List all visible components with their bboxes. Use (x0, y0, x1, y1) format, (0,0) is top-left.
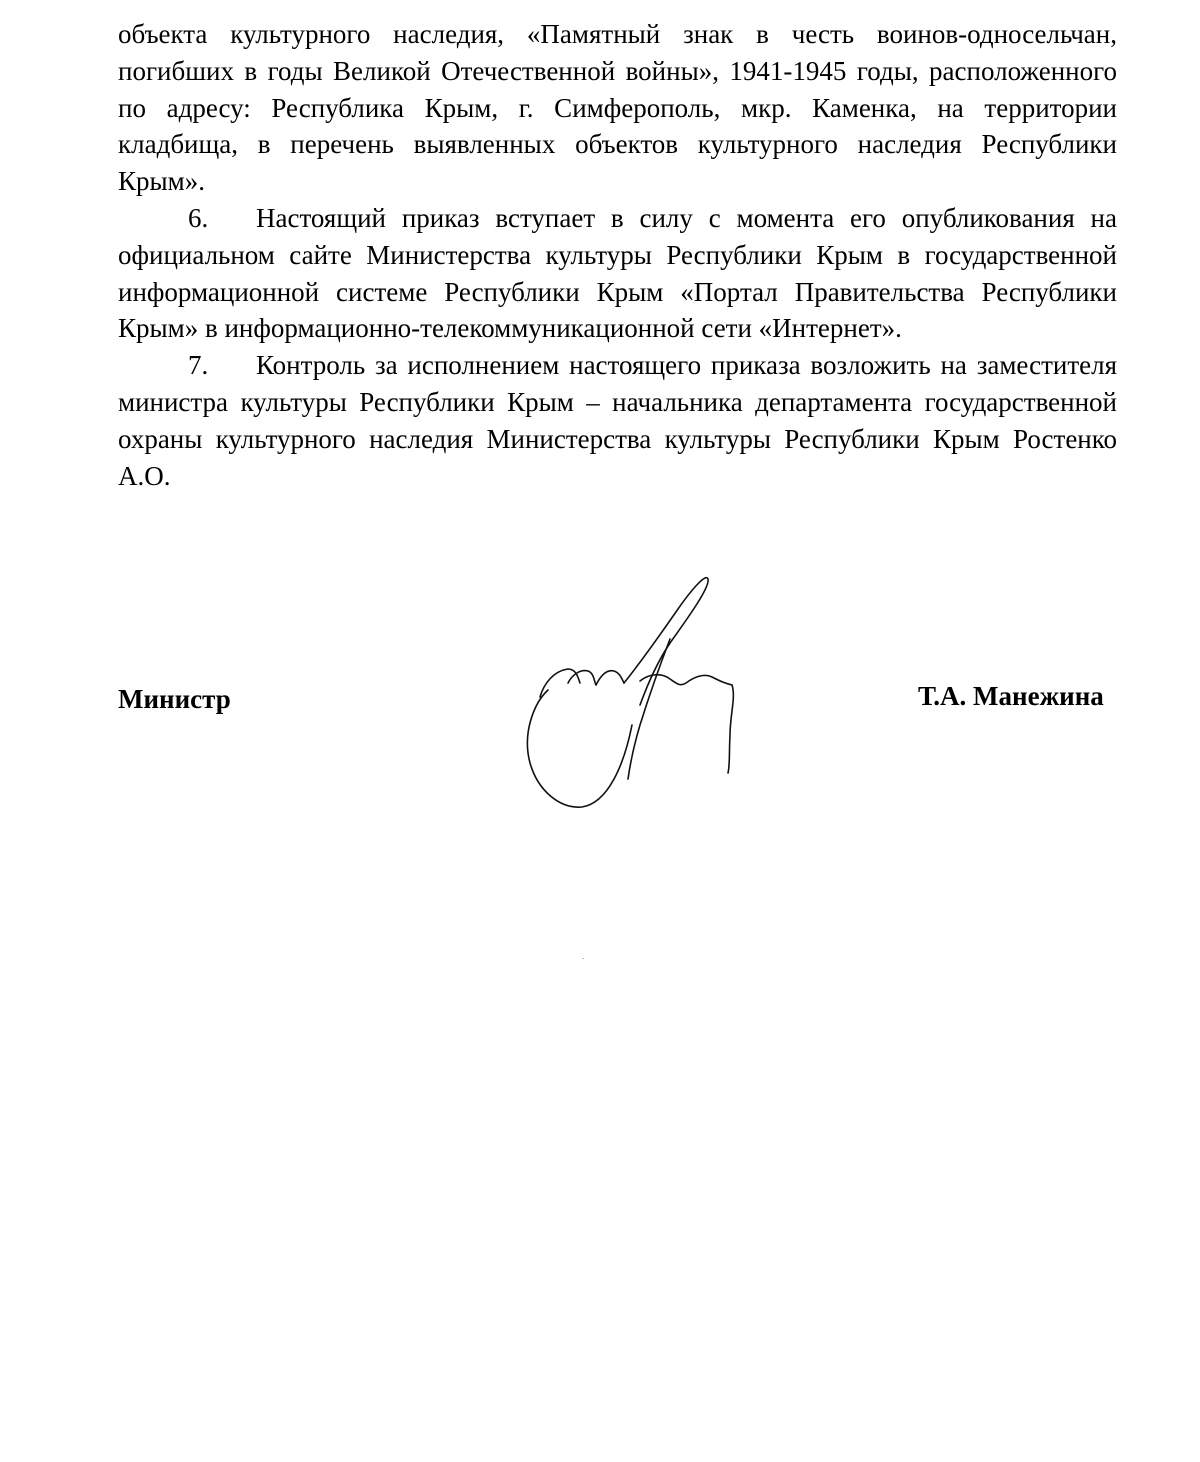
paragraph-6 (118, 200, 1117, 347)
paragraph-text: Контроль за исполнением настоящего приказа возложить на заместителя министра культуры Республики Крым – начальника департамента государственной охраны культурного наследия Министерства культуры Республики Крым Ростенко А.О. (118, 350, 1117, 491)
paragraph-number: 7. (188, 350, 209, 381)
paragraph-text: объекта культурного наследия, «Памятный знак в честь воинов-односельчан, погибших в годы Великой Отечественной войны», 1941-1945 годы, расположенного по адресу: Республика Крым, г. Симферополь, мкр. Каменка, на территории кладбища, в перечень выявленных объектов культурного наследия Республики Крым». (118, 19, 1117, 197)
paragraph-continuation (118, 16, 1117, 200)
paragraph-number: 6. (188, 202, 209, 233)
scan-artifact (582, 958, 584, 959)
signer-name: Т.А. Манежина (918, 681, 1104, 711)
paragraph-7 (118, 347, 1117, 494)
handwritten-signature-icon (510, 565, 760, 825)
paragraph-text: Настоящий приказ вступает в силу с момента его опубликования на официальном сайте Министерства культуры Республики Крым в государственной информационной системе Республики Крым «Портал Правительства Республики Крым» в информационно-телекоммуникационной сети «Интернет». (118, 202, 1117, 344)
signer-position: Министр (118, 684, 231, 714)
document-body (118, 16, 1117, 494)
